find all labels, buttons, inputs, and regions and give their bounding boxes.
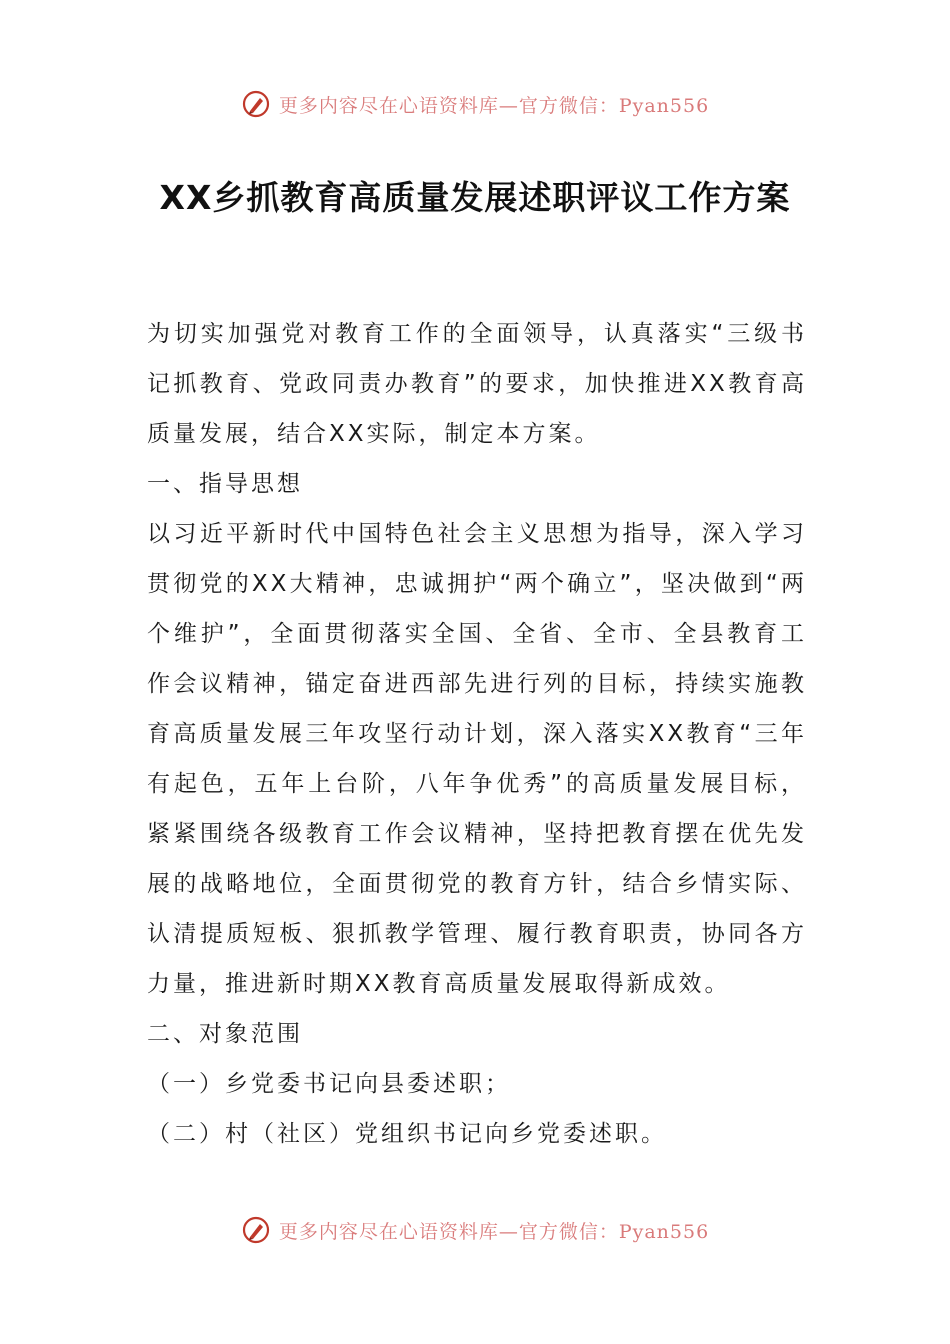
document-title: XX乡抓教育高质量发展述职评议工作方案 bbox=[159, 178, 791, 217]
watermark-footer bbox=[0, 1210, 950, 1250]
pen-nib-circle-icon bbox=[241, 1215, 271, 1245]
scope-item-1: （一）乡党委书记向县委述职； bbox=[147, 1071, 511, 1097]
guiding-ideology-paragraph: 以习近平新时代中国特色社会主义思想为指导，深入学习贯彻党的XX大精神，忠诚拥护“两个确立”，坚决做到“两个维护”，全面贯彻落实全国、全省、全市、全县教育工作会议精神，锚定奋进西部先进行列的目标，持续实施教育高质量发展三年攻坚行动计划，深入落实XX教育“三年有起色，五年上台阶，八年争优秀”的高质量发展目标，紧紧围绕各级教育工作会议精神，坚持把教育摆在优先发展的战略地位，全面贯彻党的教育方针，结合乡情实际、认清提质短板、狠抓教学管理、履行教育职责，协同各方力量，推进新时期XX教育高质量发展取得新成效。 bbox=[147, 521, 807, 997]
section-heading-scope: 二、对象范围 bbox=[147, 1021, 303, 1047]
watermark-header bbox=[0, 84, 950, 124]
watermark-text: 更多内容尽在心语资料库—官方微信：Pyan556 bbox=[278, 94, 710, 117]
intro-paragraph: 为切实加强党对教育工作的全面领导，认真落实“三级书记抓教育、党政同责办教育”的要求，加快推进XX教育高质量发展，结合XX实际，制定本方案。 bbox=[147, 321, 807, 447]
scope-item-2: （二）村（社区）党组织书记向乡党委述职。 bbox=[147, 1121, 667, 1147]
document-body bbox=[147, 309, 807, 1159]
section-heading-guiding-ideology: 一、指导思想 bbox=[147, 471, 303, 497]
pen-nib-circle-icon bbox=[241, 89, 271, 119]
watermark-text: 更多内容尽在心语资料库—官方微信：Pyan556 bbox=[278, 1220, 710, 1243]
